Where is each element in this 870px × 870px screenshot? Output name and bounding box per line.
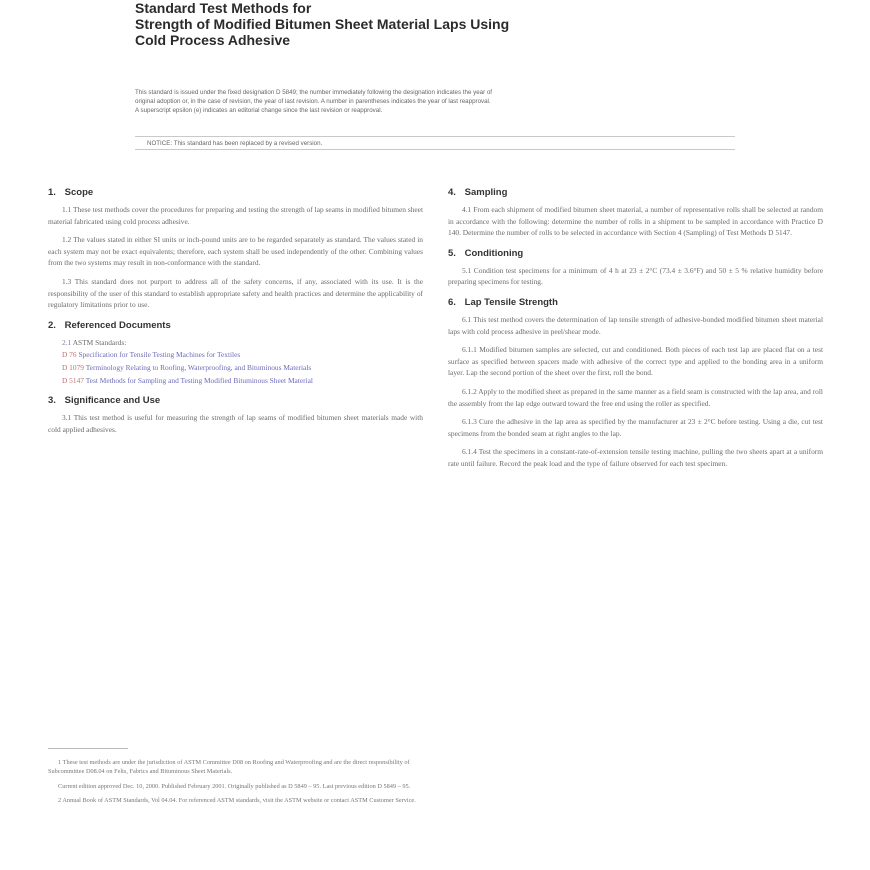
notice-banner: NOTICE: This standard has been replaced by a revised version. [135, 136, 735, 150]
section-significance-and-use [48, 394, 423, 435]
section-heading [448, 186, 823, 200]
section-heading [448, 296, 823, 310]
title-line-3: Cold Process Adhesive [135, 32, 291, 48]
reference-item[interactable] [48, 349, 423, 361]
paragraph: 4.1 From each shipment of modified bitumen sheet material, a number of representative rolls shall be selected at random in accordance with the following: determine the number of rolls in a shipment to be sampled in accordance with Practice D 140. Determine the number of rolls to be selected in accordance with Section 4 (Sampling) of Test Methods D 5147. [448, 205, 823, 238]
paragraph: 3.1 This test method is useful for measuring the strength of lap seams of modified bitumen sheet materials made with cold applied adhesives. [48, 413, 423, 434]
section-lap-tensile-strength [448, 296, 823, 470]
section-heading [448, 247, 823, 261]
paragraph: 1.1 These test methods cover the procedures for preparing and testing the strength of lap seams in modified bitumen sheet material fabricated using cold process adhesive. [48, 205, 423, 226]
footnote: 1 These test methods are under the jurisdiction of ASTM Committee D08 on Roofing and Waterproofing and are the direct responsibility of Subcommittee D08.04 on Felts, Fabrics and Bituminous Sheet Materials. [48, 759, 410, 776]
section-title: Sampling [464, 187, 508, 198]
reference-number: D 76 [62, 350, 77, 360]
section-title: Conditioning [464, 247, 524, 259]
reference-number: 2.1 [62, 337, 72, 347]
section-number: 4. [448, 187, 456, 198]
reference-link[interactable]: Test Methods for Sampling and Testing Modified Bituminous Sheet Material [85, 375, 313, 385]
paragraph: 6.1.2 Apply to the modified sheet as prepared in the same manner as a field seam is constructed with the lap area, and roll the assembly from the lap edge outward toward the free end using the roller as specified. [448, 386, 823, 408]
footnote: Current edition approved Dec. 10, 2000. Published February 2001. Originally published as D 5849 – 95. Last previous edition D 5849 – 95. [58, 782, 411, 790]
footnote: 2 Annual Book of ASTM Standards, Vol 04.04. For referenced ASTM standards, visit the ASTM website or contact ASTM Customer Service. [58, 797, 416, 805]
issuance-note [135, 88, 735, 115]
title-line-1: Standard Test Methods for [135, 0, 312, 16]
section-title: Referenced Documents [64, 319, 171, 331]
right-column [448, 186, 823, 478]
paragraph: 5.1 Condition test specimens for a minimum of 4 h at 23 ± 2°C (73.4 ± 3.6°F) and 50 ± 5 % relative humidity before preparing specimens for testing. [448, 265, 823, 287]
reference-link[interactable]: Terminology Relating to Roofing, Waterproofing, and Bituminous Materials [85, 362, 312, 372]
section-number: 6. [448, 296, 456, 308]
section-number: 2. [48, 319, 56, 331]
section-sampling [448, 186, 823, 239]
reference-item[interactable] [48, 362, 423, 374]
reference-item[interactable] [48, 375, 423, 387]
section-number: 1. [48, 187, 56, 198]
document-title [135, 0, 735, 48]
section-referenced-documents [48, 319, 423, 386]
title-line-2: Strength of Modified Bitumen Sheet Material Laps Using [135, 16, 510, 32]
issuance-note-line: original adoption or, in the case of revision, the year of last revision. A number in parentheses indicates the year of last reapproval. [135, 98, 491, 105]
section-title: Significance and Use [64, 395, 161, 407]
paragraph: 6.1.4 Test the specimens in a constant-rate-of-extension tensile testing machine, pulling the two sheets apart at a uniform rate until failure. Record the peak load and the type of failure observed for each test specimen. [448, 447, 823, 468]
paragraph: 6.1.3 Cure the adhesive in the lap area as specified by the manufacturer at 23 ± 2°C before testing. Using a die, cut test specimens from the bonded seam at right angles to the lap. [448, 417, 823, 438]
paragraph: 1.3 This standard does not purport to address all of the safety concerns, if any, associated with its use. It is the responsibility of the user of this standard to establish appropriate safety and health practices and determine the applicability of regulatory limitations prior to use. [48, 276, 423, 310]
section-scope [48, 186, 423, 311]
section-title: Scope [64, 187, 94, 198]
section-heading [48, 186, 423, 200]
issuance-note-line: This standard is issued under the fixed designation D 5849; the number immediately following the designation indicates the year of [135, 89, 493, 96]
footnote-divider [48, 748, 128, 749]
reference-list [48, 337, 423, 386]
issuance-note-line: A superscript epsilon (e) indicates an editorial change since the last revision or reapproval. [135, 107, 383, 114]
reference-text: ASTM Standards: [72, 337, 127, 347]
reference-number: D 1079 [62, 362, 84, 372]
footnotes [48, 758, 423, 811]
paragraph: 1.2 The values stated in either SI units or inch-pound units are to be regarded separately as standard. The values stated in each system may not be exact equivalents; therefore, each system shall be used independently of the other. Combining values from the two systems may result in non-conformance with the standard. [48, 235, 423, 268]
left-column [48, 186, 423, 443]
section-heading [48, 319, 423, 333]
reference-item [48, 337, 423, 349]
reference-link[interactable]: Specification for Tensile Testing Machines for Textiles [78, 350, 241, 360]
reference-number: D 5147 [62, 375, 84, 385]
paragraph: 6.1.1 Modified bitumen samples are selected, cut and conditioned. Both pieces of each test lap are placed flat on a test surface as specified between spacers made with adhesive of the correct type and applied to the bonding area in a uniform layer. Lap the second portion of the sheet over the first, roll the bond. [448, 345, 823, 378]
section-conditioning [448, 247, 823, 288]
section-heading [48, 394, 423, 408]
section-title: Lap Tensile Strength [464, 296, 558, 308]
paragraph: 6.1 This test method covers the determination of lap tensile strength of adhesive-bonded modified bitumen sheet material laps with cold process adhesive in peel/shear mode. [448, 314, 823, 336]
section-number: 3. [48, 395, 56, 407]
section-number: 5. [448, 247, 456, 259]
